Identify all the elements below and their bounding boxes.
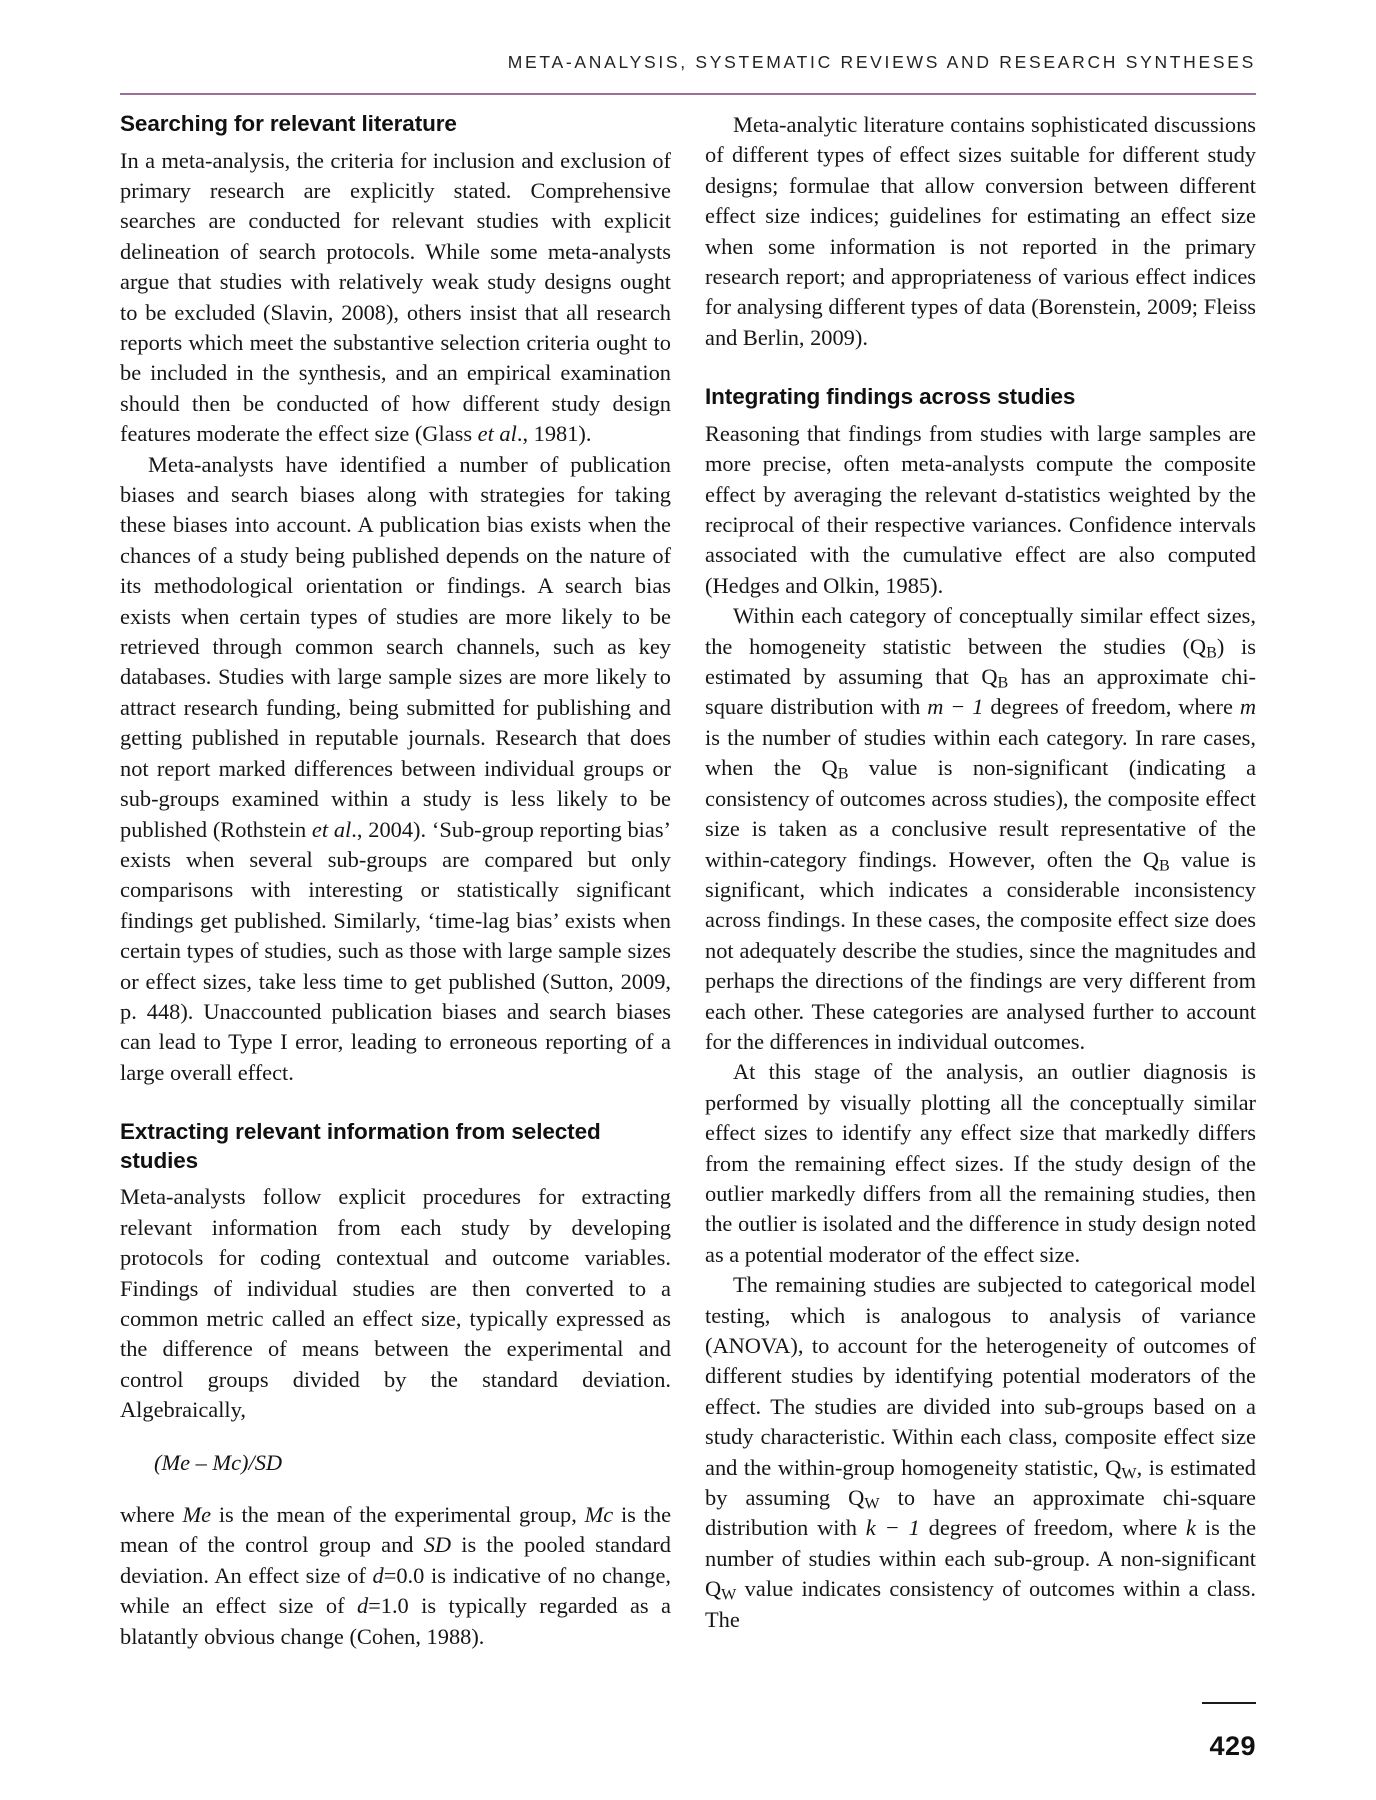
paragraph-right-3-f: value is non-significant (indicating a consistency of outcomes across studies), the composite effect size is taken as a conclusive result representative of the within-category findings. However, often the Q	[705, 755, 1257, 872]
heading-integrating-findings-across-studies: Integrating findings across studies	[705, 384, 1076, 410]
subscript-qb-4: B	[1159, 857, 1170, 875]
page-number: 429	[1209, 1731, 1256, 1761]
paragraph-right-3-e: is the number of studies within each category. In rare cases, when the Q	[705, 724, 1256, 781]
paragraph-right-5-e: is the number of studies within each sub-group. A non-significant Q	[705, 1515, 1257, 1602]
subscript-qw-3: W	[721, 1586, 737, 1604]
subscript-qw-1: W	[1121, 1465, 1137, 1483]
paragraph-right-2: Reasoning that findings from studies with large samples are more precise, often meta-analysts compute the composite effect by averaging the relevant d-statistics weighted by the reciprocal of their respective variances. Confidence intervals associated with the cumulative effect are also computed (Hedges and Olkin, 1985).	[705, 420, 1256, 598]
paragraph-right-5-b: , is estimated by assuming Q	[705, 1454, 1257, 1511]
folio-rule	[1202, 1702, 1256, 1704]
subscript-qb-2: B	[997, 674, 1009, 692]
citation-et-al-rothstein: et al	[311, 816, 352, 842]
paragraph-left-4-f: =1.0 is typically regarded as a blatantly obvious change (Cohen, 1988).	[120, 1593, 671, 1649]
symbol-m-minus-1: m − 1	[927, 694, 984, 720]
paragraph-right-5-f: value indicates consistency of outcomes within a class. The	[705, 1576, 1256, 1632]
paragraph-left-4	[120, 1500, 671, 1652]
left-column	[120, 110, 671, 1652]
paragraph-right-4: At this stage of the analysis, an outlier diagnosis is performed by visually plotting all the conceptually similar effect sizes to identify any effect size that markedly differs from the remaining effect sizes. If the study design of the outlier markedly differs from all the remaining studies, then the outlier is isolated and the difference in study design noted as a potential moderator of the effect size.	[705, 1059, 1256, 1267]
paragraph-right-5-a: The remaining studies are subjected to categorical model testing, which is analogous to analysis of variance (ANOVA), to account for the heterogeneity of outcomes of different studies by identifying potential moderators of the effect. The studies are divided into sub-groups based on a study characteristic. Within each class, composite effect size and the within-group homogeneity statistic, Q	[705, 1272, 1256, 1480]
two-column-body	[120, 110, 1256, 1652]
paragraph-left-4-d: is the pooled standard deviation. An effect size of	[120, 1532, 671, 1588]
right-column	[705, 110, 1256, 1652]
paragraph-right-5	[705, 1270, 1256, 1635]
subscript-qb-1: B	[1206, 644, 1217, 662]
paragraph-right-5-c: to have an approximate chi-square distribution with	[705, 1485, 1256, 1541]
symbol-m: m	[1239, 694, 1257, 720]
paragraph-left-4-b: is the mean of the experimental group,	[211, 1501, 585, 1527]
header-rule	[120, 93, 1256, 95]
paragraph-left-4-e: =0.0 is indicative of no change, while an effect size of	[120, 1562, 671, 1619]
subscript-qw-2: W	[864, 1495, 880, 1513]
symbol-sd: SD	[423, 1532, 452, 1558]
paragraph-left-2-text-a: Meta-analysts have identified a number of publication biases and search biases along with strategies for taking these biases into account. A publication bias exists when the chances of a study being published depends on the nature of its methodological orientation or findings. A search bias exists when certain types of studies are more likely to be retrieved through common search channels, such as key databases. Studies with large sample sizes are more likely to attract research funding, being submitted for publishing and getting published in reputable journals. Research that does not report marked differences between individual groups or sub-groups examined within a study is less likely to be published (Rothstein	[120, 451, 671, 842]
paragraph-left-3: Meta-analysts follow explicit procedures for extracting relevant information from each study by developing protocols for coding contextual and outcome variables. Findings of individual studies are then converted to a common metric called an effect size, typically expressed as the difference of means between the experimental and control groups divided by the standard deviation. Algebraically,	[120, 1184, 671, 1423]
paragraph-right-3-a: Within each category of conceptually similar effect sizes, the homogeneity statistic between the studies (Q	[705, 603, 1256, 659]
paragraph-left-4-a: where	[120, 1501, 183, 1527]
paragraph-left-1	[120, 146, 671, 450]
effect-size-formula: (Me – Mc)/SD	[154, 1449, 283, 1475]
paragraph-right-3-g: value is significant, which indicates a considerable inconsistency across findings. In these cases, the composite effect size does not adequately describe the studies, since the magnitudes and perhaps the directions of the findings are very different from each other. These categories are analysed further to account for the differences in individual outcomes.	[705, 846, 1256, 1054]
paragraph-right-3	[705, 601, 1256, 1057]
subscript-qb-3: B	[837, 765, 849, 783]
paragraph-left-2	[120, 450, 671, 1089]
symbol-me: Me	[182, 1501, 212, 1527]
symbol-d-one: d	[356, 1593, 369, 1619]
symbol-mc: Mc	[584, 1501, 614, 1527]
symbol-k: k	[1186, 1515, 1196, 1541]
paragraph-right-3-b: ) is estimated by assuming that Q	[705, 633, 1256, 690]
paragraph-right-1: Meta-analytic literature contains sophisticated discussions of different types of effect sizes suitable for different study designs; formulae that allow conversion between different effect size indices; guidelines for estimating an effect size when some information is not reported in the primary research report; and appropriateness of various effect indices for analysing different types of data (Borenstein, 2009; Fleiss and Berlin, 2009).	[705, 112, 1256, 350]
symbol-d-zero: d	[372, 1562, 384, 1588]
citation-et-al-glass: et al	[477, 421, 517, 447]
heading-searching-for-relevant-literature: Searching for relevant literature	[120, 111, 457, 136]
paragraph-right-3-d: degrees of freedom, where	[983, 694, 1240, 720]
paragraph-right-3-c: has an approximate chi-square distribution with	[705, 664, 1257, 720]
symbol-k-minus-1: k − 1	[865, 1515, 920, 1541]
paragraph-left-1-text: In a meta-analysis, the criteria for inclusion and exclusion of primary research are explicitly stated. Comprehensive searches are conducted for relevant studies with explicit delineation of search protocols. While some meta-analysts argue that studies with relatively weak study designs ought to be excluded (Slavin, 2008), others insist that all research reports which meet the substantive selection criteria ought to be included in the synthesis, and an empirical examination should then be conducted of how different study design features moderate the effect size (Glass	[120, 147, 671, 447]
paragraph-left-1-tail: ., 1981).	[516, 421, 592, 447]
running-header: META-ANALYSIS, SYSTEMATIC REVIEWS AND RESEARCH SYNTHESES	[507, 52, 1256, 72]
paragraph-right-5-d: degrees of freedom, where	[919, 1515, 1187, 1541]
heading-extracting-relevant-information: Extracting relevant information from selected studies	[120, 1119, 601, 1173]
paragraph-left-2-text-b: ., 2004). ‘Sub-group reporting bias’ exists when several sub-groups are compared but only comparisons with interesting or statistically significant findings get published. Similarly, ‘time-lag bias’ exists when certain types of studies, such as those with large sample sizes or effect sizes, take less time to get published (Sutton, 2009, p. 448). Unaccounted publication biases and search biases can lead to Type I error, leading to erroneous reporting of a large overall effect.	[120, 816, 671, 1085]
paragraph-left-4-c: is the mean of the control group and	[120, 1501, 672, 1558]
